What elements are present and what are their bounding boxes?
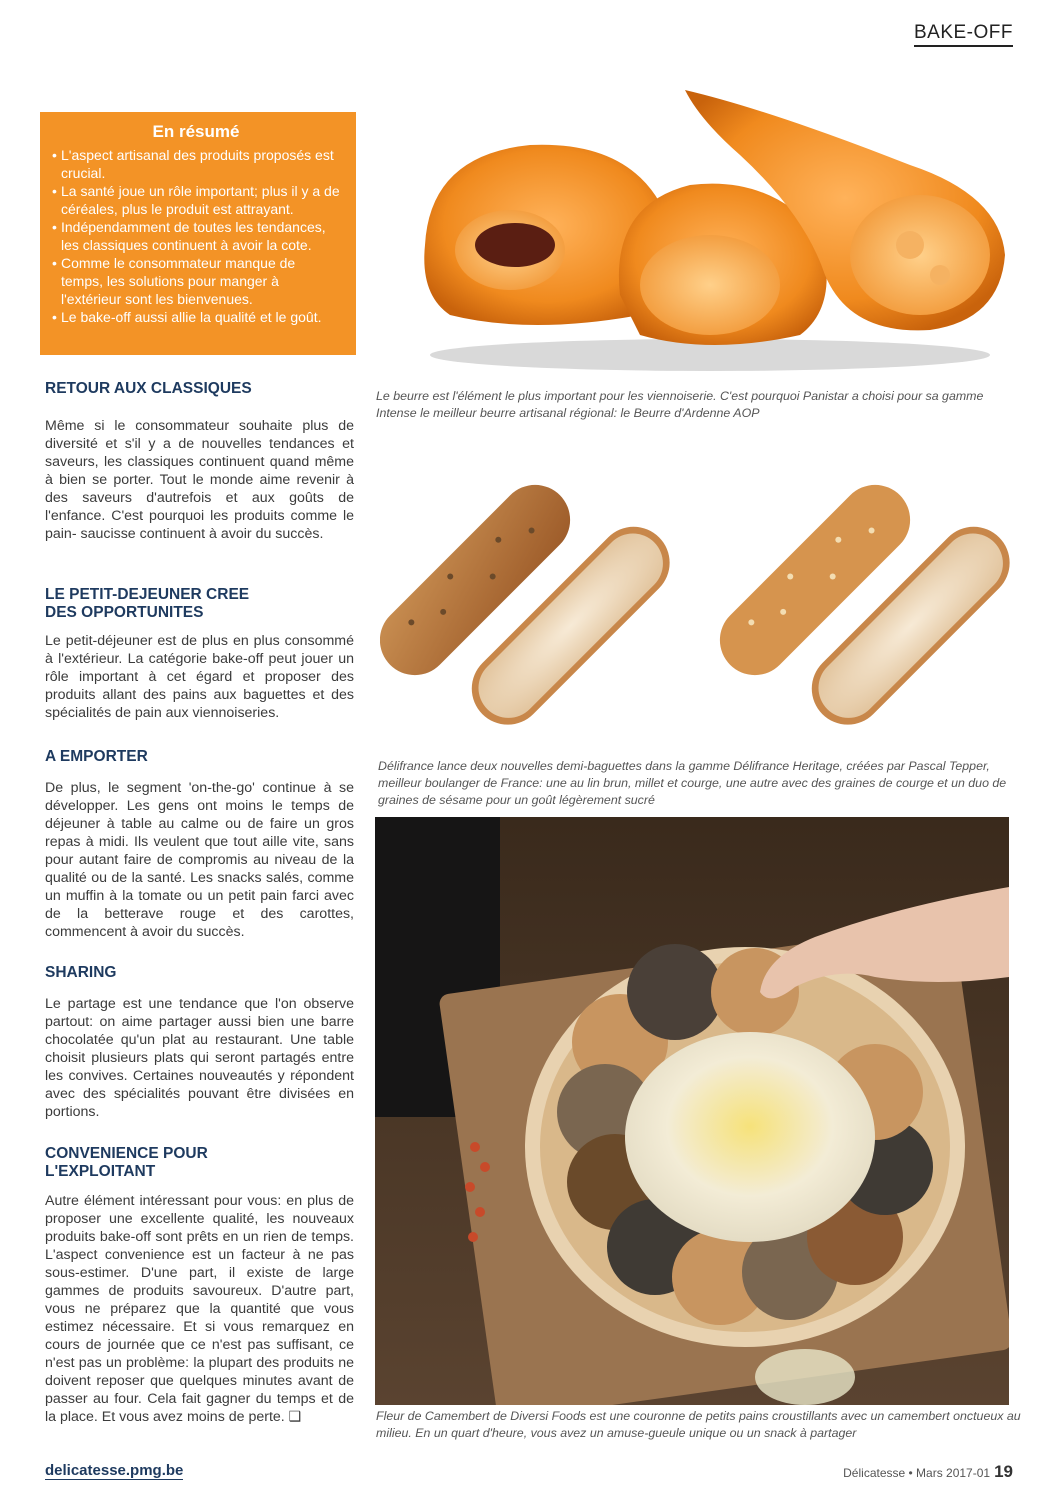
section-petit-dejeuner [45,586,275,622]
section-convenience-body [45,1192,354,1426]
section-sharing [45,964,354,1121]
summary-item: • Indépendamment de toutes les tendances, les classiques continuent à avoir la cote. [52,218,340,254]
section-body: De plus, le segment 'on-the-go' continue à se développer. Les gens ont moins le temps de déjeuner à table au calme ou de faire un gros repas à midi. Ils veulent que tout aille vite, sans pour autant faire de compromis au niveau de la qualité ou de la santé. Les snacks salés, comme un muffin à la tomate ou un petit pain farci avec de la betterave rouge et des carottes, commencent à avoir du succès. [45,780,354,940]
section-tag: BAKE-OFF [914,22,1013,47]
section-heading: CONVENIENCE POUR L'EXPLOITANT [45,1145,208,1180]
summary-title: En résumé [152,122,240,141]
section-body: Le partage est une tendance que l'on observe partout: on aime partager aussi bien une barre chocolatée qu'un plat au restaurant. Une table choisit plusieurs plats qui seront partagés entre les convives. Certaines nouveautés y répondent avec des spécialités pouvant être divisées en portions. [45,996,354,1120]
page-footer [843,1462,1013,1482]
summary-item: • La santé joue un rôle important; plus il y a de céréales, plus le produit est attrayant. [52,182,340,218]
baguettes-photo [380,450,1020,745]
summary-item: • Le bake-off aussi allie la qualité et le goût. [52,308,340,326]
croissants-illustration [410,85,1015,375]
section-heading: A EMPORTER [45,748,148,765]
summary-box [40,112,356,355]
section-heading: SHARING [45,964,117,981]
section-body: Le petit-déjeuner est de plus en plus consommé à l'extérieur. La catégorie bake-off peut jouer un rôle important à cet égard et proposer des produits allant des pains aux baguettes et des spécialités de pain aux viennoiseries. [45,633,354,721]
section-emporter [45,748,354,941]
summary-item: • Comme le consommateur manque de temps, les solutions pour manger à l'extérieur sont les bienvenues. [52,254,340,308]
summary-list [52,146,340,326]
website-link[interactable]: delicatesse.pmg.be [45,1462,184,1479]
page-number: 19 [994,1462,1013,1481]
section-heading: RETOUR AUX CLASSIQUES [45,380,252,397]
section-heading: LE PETIT-DEJEUNER CREE DES OPPORTUNITES [45,586,250,621]
croissants-photo [410,85,1015,375]
section-retour [45,380,354,543]
section-convenience [45,1145,245,1181]
caption-camembert: Fleur de Camembert de Diversi Foods est une couronne de petits pains croustillants avec un camembert onctueux au milieu. En un quart d'heure, vous avez un amuse-gueule unique ou un snack à partager [376,1409,1021,1440]
camembert-photo [375,817,1009,1405]
section-petit-dejeuner-body [45,632,354,722]
caption-baguettes: Délifrance lance deux nouvelles demi-baguettes dans la gamme Délifrance Heritage, créées par Pascal Tepper, meilleur boulanger de France: une au lin brun, millet et courge, une autre avec des graines de courge et un duo de graines de sésame pour un goût légèrement sucré [378,759,1007,807]
summary-item: • L'aspect artisanal des produits proposés est crucial. [52,146,340,182]
issue-label: Délicatesse • Mars 2017-01 [843,1466,991,1480]
camembert-illustration [375,817,1009,1405]
section-body: Autre élément intéressant pour vous: en plus de proposer une excellente qualité, les nouveaux produits bake-off sont prêts en un rien de temps. L'aspect convenience est un facteur à ne pas sous-estimer. D'une part, il existe de large gammes de produits savoureux. D'autre part, vous ne préparez que la quantité que vous estimez nécessaire. Et si vous remarquez en cours de journée que ce n'est pas suffisant, ce n'est pas un problème: la plupart des produits ne doivent reposer que quelques minutes avant de passer au four. Cela fait gagner du temps et de la place. Et vous avez moins de perte. ❑ [45,1193,354,1425]
caption-croissants: Le beurre est l'élément le plus important pour les viennoiserie. C'est pourquoi Panistar a choisi pour sa gamme Intense le meilleur beurre artisanal régional: le Beurre d'Ardenne AOP [376,389,984,420]
section-body: Même si le consommateur souhaite plus de diversité et s'il y a de nouvelles tendances et saveurs, les classiques continuent quand même à bien se porter. Tout le monde aime revenir à des saveurs d'autrefois et aux goûts de l'enfance. C'est pourquoi les produits comme le pain- saucisse continuent à avoir du succès. [45,418,354,542]
baguettes-illustration [380,450,1020,745]
